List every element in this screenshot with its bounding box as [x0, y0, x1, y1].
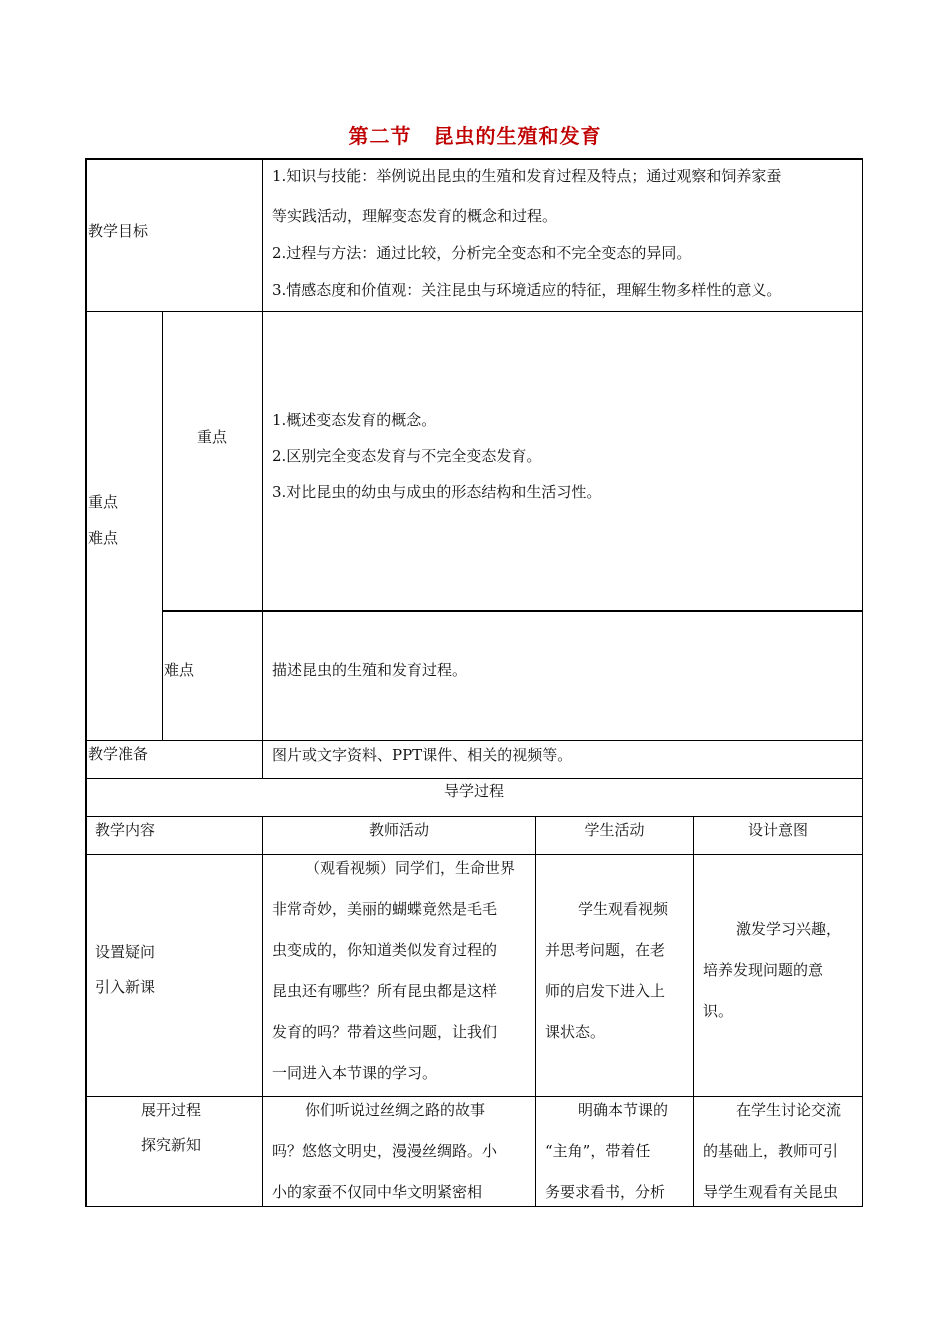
row2-content-line: 展开过程	[141, 1101, 202, 1119]
difficult-points-label: 难点	[164, 661, 195, 679]
row1-teacher-line: 一同进入本节课的学习。	[272, 1064, 438, 1082]
row-divider-prep	[85, 778, 863, 779]
process-heading: 导学过程	[443, 782, 504, 800]
key-point: 2.区别完全变态发育与不完全变态发育。	[272, 447, 542, 465]
row1-teacher-line: （观看视频）同学们，生命世界	[305, 859, 516, 877]
table-bottom-border	[85, 1206, 863, 1207]
key-difficult-label-line1: 重点	[88, 493, 119, 511]
row2-intent-line: 在学生讨论交流	[736, 1101, 842, 1119]
col-divider-subhead	[162, 311, 163, 740]
key-difficult-label-line2: 难点	[88, 529, 119, 547]
row1-intent-line: 识。	[703, 1002, 734, 1020]
row1-student-line: 师的启发下进入上	[545, 982, 666, 1000]
difficult-points-text: 描述昆虫的生殖和发育过程。	[272, 661, 468, 679]
row1-teacher-line: 虫变成的，你知道类似发育过程的	[272, 941, 498, 959]
row1-student-line: 学生观看视频	[578, 900, 669, 918]
column-header-content: 教学内容	[95, 821, 156, 839]
key-point: 3.对比昆虫的幼虫与成虫的形态结构和生活习性。	[272, 483, 602, 501]
col-divider-intent	[693, 816, 694, 1206]
table-right-border	[862, 158, 863, 1206]
col-divider-teacher	[262, 816, 263, 1206]
column-header-teacher: 教师活动	[368, 821, 429, 839]
col-divider-main	[262, 158, 263, 778]
row1-intent-line: 培养发现问题的意	[703, 961, 824, 979]
row2-student-line: 明确本节课的	[578, 1101, 669, 1119]
row1-content-line: 引入新课	[95, 978, 156, 996]
row2-content-line: 探究新知	[141, 1136, 202, 1154]
table-top-border	[85, 158, 863, 160]
row1-teacher-line: 昆虫还有哪些？所有昆虫都是这样	[272, 982, 498, 1000]
objective-line: 等实践活动，理解变态发育的概念和过程。	[272, 207, 558, 225]
row2-intent-line: 的基础上，教师可引	[703, 1142, 839, 1160]
page-title	[0, 120, 950, 149]
preparation-label: 教学准备	[88, 745, 149, 763]
row2-student-line: 务要求看书，分析	[545, 1183, 666, 1201]
objective-line: 3.情感态度和价值观：关注昆虫与环境适应的特征，理解生物多样性的意义。	[272, 281, 782, 299]
row1-student-line: 课状态。	[545, 1023, 606, 1041]
col-divider-student	[535, 816, 536, 1206]
title-topic: 昆虫的生殖和发育	[433, 124, 602, 148]
row-divider-difficult	[85, 740, 863, 741]
objective-line: 2.过程与方法：通过比较，分析完全变态和不完全变态的异同。	[272, 244, 692, 262]
key-point: 1.概述变态发育的概念。	[272, 411, 437, 429]
row1-teacher-line: 非常奇妙，美丽的蝴蝶竟然是毛毛	[272, 900, 498, 918]
row-divider-key	[162, 610, 863, 612]
row2-teacher-line: 吗？悠悠文明史，漫漫丝绸路。小	[272, 1142, 498, 1160]
row1-student-line: 并思考问题，在老	[545, 941, 666, 959]
row2-intent-line: 导学生观看有关昆虫	[703, 1183, 839, 1201]
column-header-student: 学生活动	[584, 821, 645, 839]
objectives-label: 教学目标	[88, 222, 149, 240]
key-points-label: 重点	[197, 428, 228, 446]
table-left-border	[85, 158, 87, 1206]
row-divider-row1	[85, 1096, 863, 1097]
row2-teacher-line: 你们听说过丝绸之路的故事	[305, 1101, 486, 1119]
objective-line: 1.知识与技能：举例说出昆虫的生殖和发育过程及特点；通过观察和饲养家蚕	[272, 167, 782, 185]
row1-teacher-line: 发育的吗？带着这些问题，让我们	[272, 1023, 498, 1041]
title-section: 第二节	[348, 124, 412, 148]
row1-intent-line: 激发学习兴趣，	[736, 920, 842, 938]
row-divider-heading	[85, 816, 863, 817]
column-header-intent: 设计意图	[747, 821, 808, 839]
row-divider-columns	[85, 854, 863, 855]
row1-content-line: 设置疑问	[95, 943, 156, 961]
preparation-text: 图片或文字资料、PPT课件、相关的视频等。	[272, 746, 573, 764]
row2-teacher-line: 小的家蚕不仅同中华文明紧密相	[272, 1183, 483, 1201]
row-divider-objectives	[85, 311, 863, 312]
row2-student-line: “主角”，带着任	[545, 1142, 651, 1160]
